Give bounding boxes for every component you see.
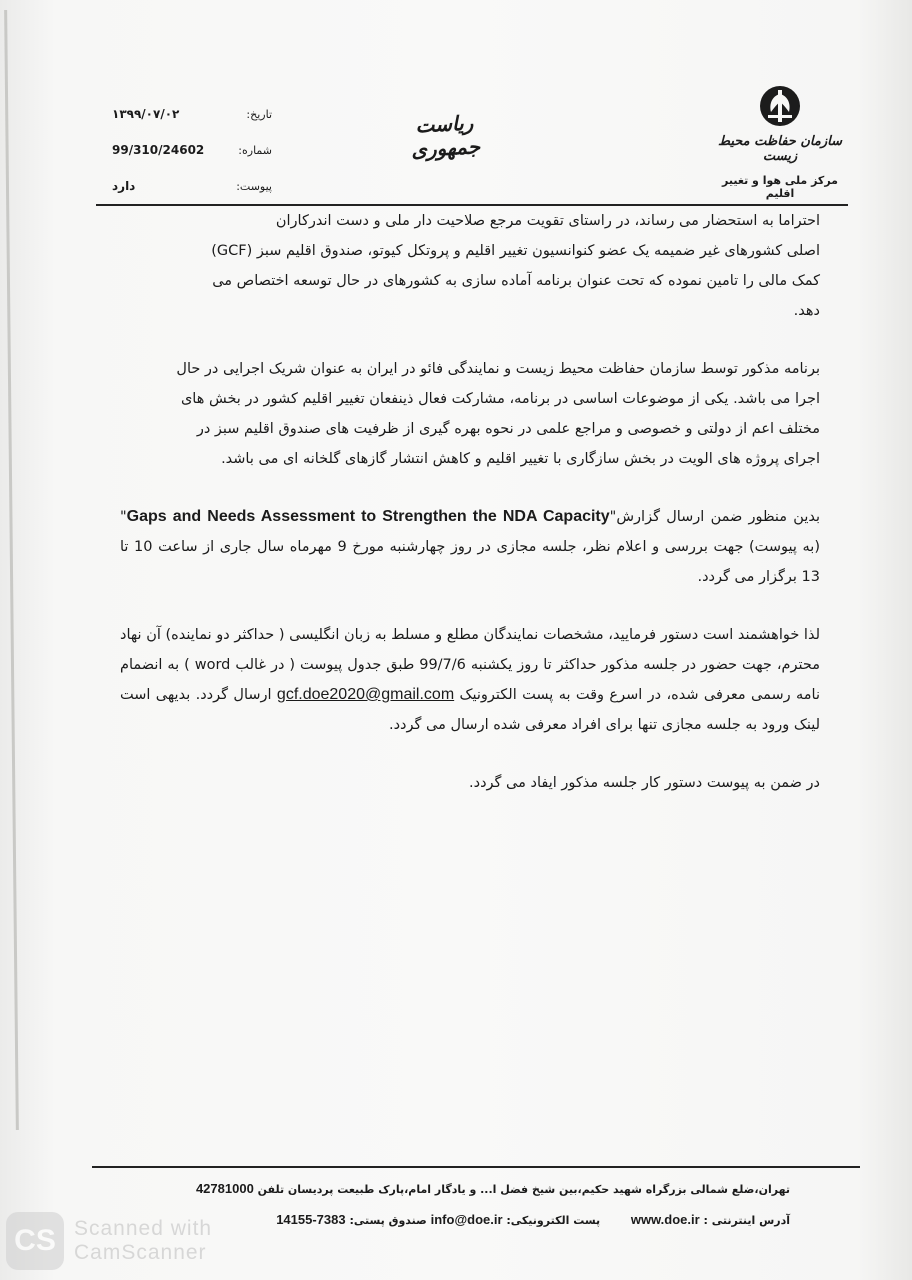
paragraph-1-line-2: اصلی کشورهای غیر ضمیمه یک عضو کنوانسیون تغییر اقلیم و پروتکل کیوتو، صندوق اقلیم سبز (GCF) (211, 243, 820, 259)
footer-address-line (150, 1174, 790, 1205)
footer-contact-line (150, 1205, 790, 1236)
paragraph-5-text: در ضمن به پیوست دستور کار جلسه مذکور ایفاد می گردد. (469, 775, 820, 791)
number-row (112, 132, 272, 168)
camscanner-watermark (6, 1212, 212, 1270)
attachment-row (112, 168, 272, 204)
camscanner-text (74, 1217, 212, 1265)
paragraph-1-line-1: احتراما به استحضار می رساند، در راستای تقویت مرجع صلاحیت دار ملی و دست اندرکاران (275, 213, 820, 229)
camscanner-logo-icon: CS (6, 1212, 64, 1270)
footer-email-label: پست الکترونیکی: (506, 1214, 601, 1227)
number-label: شماره: (238, 143, 272, 157)
scan-edge-shadow (4, 10, 19, 1130)
letter-footer (150, 1174, 790, 1236)
paragraph-2-line-1: برنامه مذکور توسط سازمان حفاظت محیط زیست و نمایندگی فائو در ایران به عنوان شریک اجرایی در حال (176, 361, 820, 377)
paragraph-4-rest: ارسال گردد. بدیهی است لینک ورود به جلسه مجازی تنها برای افراد معرفی شده ارسال می گردد. (120, 687, 820, 733)
footer-email-link[interactable]: info@doe.ir (430, 1212, 503, 1227)
date-label: تاریخ: (246, 107, 272, 121)
paragraph-1 (120, 206, 820, 326)
number-value: 99/310/24602 (112, 143, 205, 157)
paragraph-3-rest: " (به پیوست) جهت بررسی و اعلام نظر، جلسه مجازی در روز چهارشنبه مورخ 9 مهرماه سال جاری از ساعت 10 تا 13 برگزار می گردد. (120, 509, 821, 585)
paragraph-2-line-3: مختلف اعم از دولتی و خصوصی و مراجع علمی در نحوه بهره گیری از ظرفیت های صندوق اقلیم سبز در (196, 421, 820, 437)
footer-divider (92, 1166, 860, 1168)
letter-meta (112, 96, 272, 204)
contact-email-link[interactable]: gcf.doe2020@gmail.com (276, 686, 455, 703)
footer-pobox: 14155-7383 (276, 1212, 346, 1227)
footer-phone: 42781000 (195, 1181, 254, 1196)
paragraph-2-line-2: اجرا می باشد. یکی از موضوعات اساسی در برنامه، مشارکت فعال ذینفعان تغییر اقلیم کشور در بخش های (180, 391, 820, 407)
watermark-line-1: Scanned with (74, 1217, 213, 1240)
paragraph-4 (120, 620, 820, 740)
letter-body (120, 206, 820, 826)
paragraph-3-intro: بدین منظور ضمن ارسال گزارش" (609, 509, 821, 525)
paragraph-2-line-4: اجرای پروژه های الویت در بخش سازگاری با تغییر اقلیم و کاهش انتشار گازهای گلخانه ای می باشد. (221, 451, 820, 467)
presidency-heading: ریاست جمهوری (410, 110, 481, 162)
organization-subunit: مرکز ملی هوا و تغییر اقلیم (722, 174, 838, 200)
footer-pobox-label: صندوق پستی: (349, 1214, 427, 1227)
paragraph-2 (120, 354, 820, 474)
date-value: ۱۳۹۹/۰۷/۰۲ (112, 107, 180, 121)
report-title: Gaps and Needs Assessment to Strengthen the NDA Capacity (126, 508, 610, 525)
organization-name: سازمان حفاظت محیط زیست (718, 134, 842, 164)
paragraph-4-text (120, 620, 820, 740)
watermark-line-2: CamScanner (74, 1241, 207, 1264)
paragraph-1-line-3: کمک مالی را تامین نموده که تحت عنوان برنامه آماده سازی به کشورهای در حال توسعه اختصاص می (212, 273, 820, 289)
footer-address: تهران،ضلع شمالی بزرگراه شهید حکیم،بین شیخ فضل ا... و یادگار امام،پارک طبیعت پردیسان تلفن (257, 1183, 790, 1196)
footer-web-label: آدرس اینترنتی : (703, 1214, 790, 1227)
date-row (112, 96, 272, 132)
doe-emblem-icon (758, 84, 802, 128)
footer-website-link[interactable]: www.doe.ir (630, 1212, 700, 1227)
paragraph-3-text (120, 502, 820, 592)
attachment-label: پیوست: (236, 179, 272, 193)
attachment-value: دارد (112, 179, 136, 193)
organization-header (710, 84, 850, 200)
paragraph-5 (120, 768, 820, 798)
paragraph-4-intro: لذا خواهشمند است دستور فرمایید، مشخصات نمایندگان مطلع و مسلط به زبان انگلیسی ( حداکثر دو نماینده) آن نهاد محترم، جهت حضور در جلسه مذکور حداکثر تا روز یکشنبه 99/7/6 طبق جدول پیوست ( در غالب word ) به انضمام نامه رسمی معرفی شده، در اسرع وقت به پست الکترونیک (120, 627, 820, 703)
paragraph-3 (120, 502, 820, 592)
paragraph-1-line-4: دهد. (793, 303, 820, 319)
